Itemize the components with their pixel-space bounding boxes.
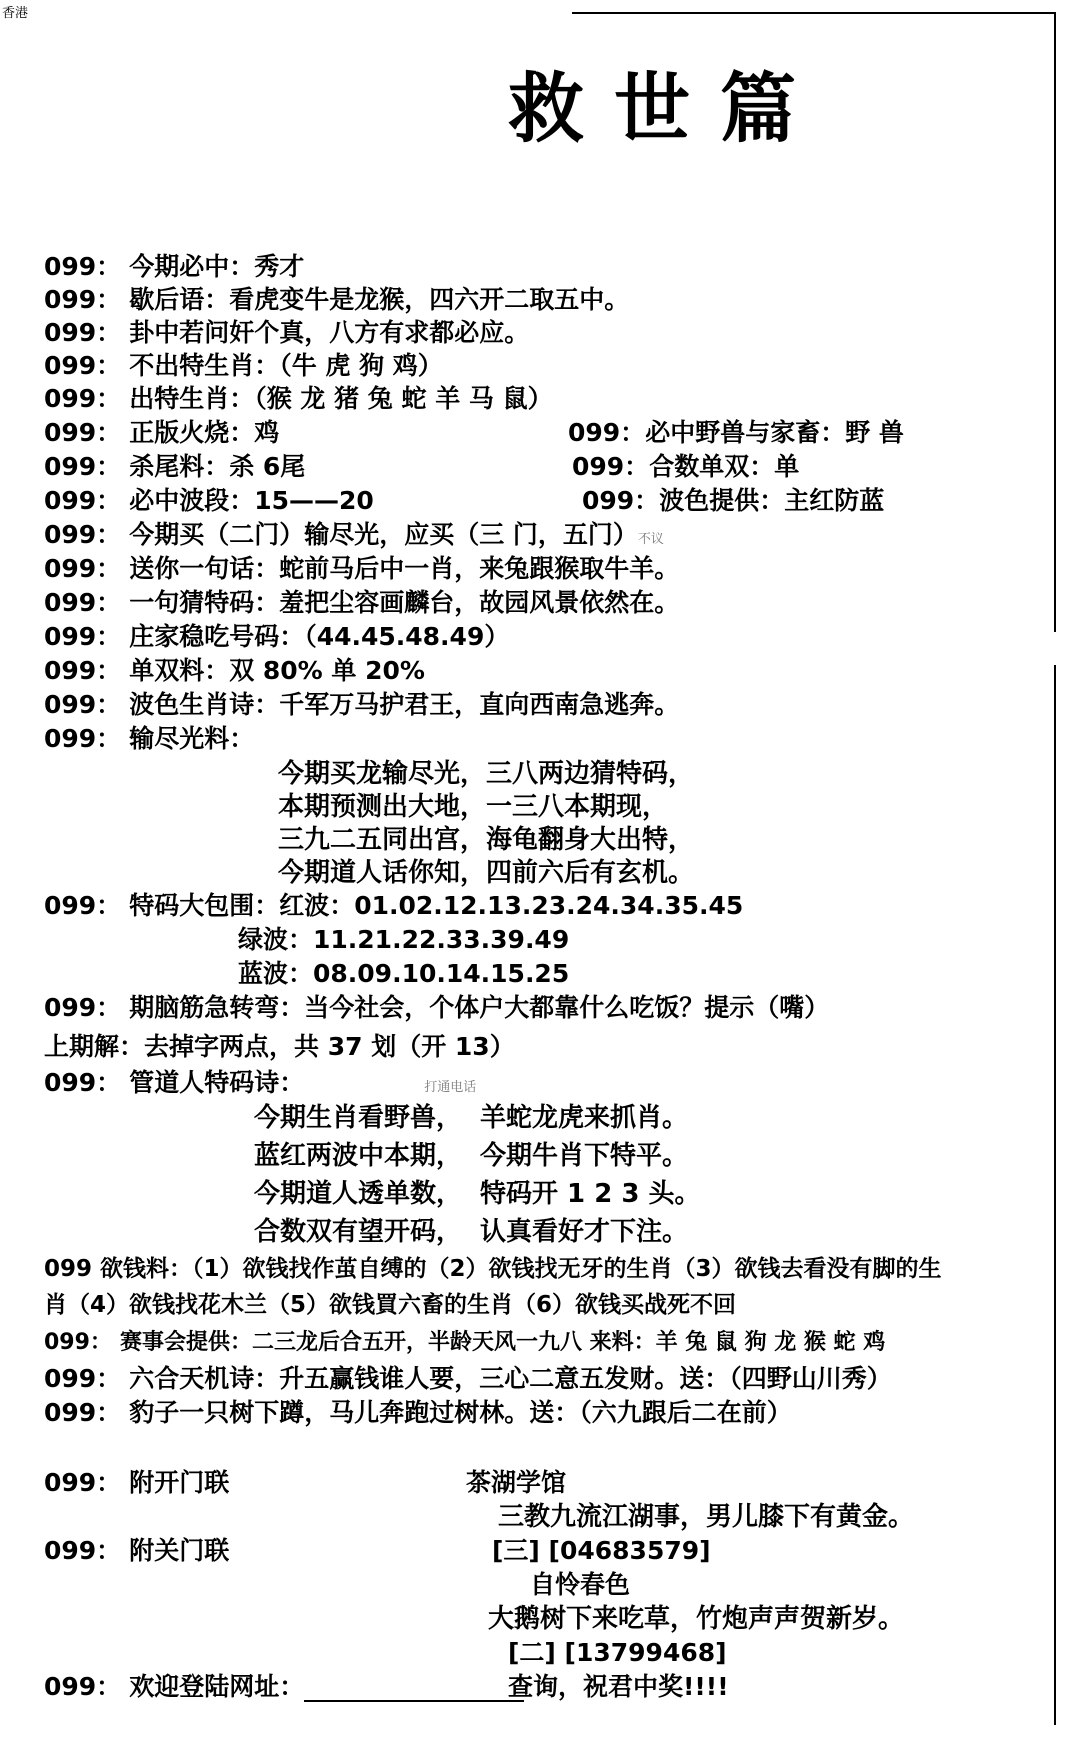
- line-text: 波色生肖诗：千军万马护君王，直向西南急逃奔。: [129, 690, 680, 719]
- line-red-wave: [44, 891, 743, 921]
- line-guess: [44, 588, 679, 618]
- line-key: 099：: [44, 588, 122, 617]
- line-key: 099: [44, 1256, 93, 1282]
- poem2-right: 今期牛肖下特平。: [480, 1141, 689, 1171]
- line-key: 099：: [44, 1468, 122, 1497]
- line-fire: [44, 418, 279, 448]
- right-rule-bottom: [1054, 665, 1056, 1725]
- line-key: 099：: [44, 656, 122, 685]
- line-wave-poem: [44, 690, 679, 720]
- line-band: [44, 486, 374, 516]
- line-text: 肖（4）欲钱找花木兰（5）欲钱買六畜的生肖（6）欲钱买战死不回: [44, 1292, 737, 1318]
- website-blank: [304, 1676, 524, 1702]
- poem1-line: 今期买龙输尽光，三八两边猜特码，: [278, 759, 695, 789]
- line-text: 送你一句话：蛇前马后中一肖，来兔跟猴取牛羊。: [129, 554, 680, 583]
- line-key: 099：: [44, 891, 122, 920]
- line-close-couplet: [44, 1536, 229, 1566]
- line-key: 099：: [44, 1330, 112, 1355]
- line-riddle: [44, 285, 629, 315]
- line-text: 歇后语：看虎变牛是龙猴，四六开二取五中。: [129, 285, 630, 314]
- couplet-1: 三教九流江湖事，男儿膝下有黄金。: [498, 1502, 915, 1532]
- line-key: 099：: [44, 1672, 122, 1701]
- poem2-left: 今期道人透单数，: [254, 1179, 463, 1209]
- line-key: 099：: [44, 1364, 122, 1393]
- poem1-line: 本期预测出大地，一三八本期现，: [278, 792, 669, 822]
- line-hexagram: [44, 318, 529, 348]
- line-text: 卦中若问奸个真，八方有求都必应。: [129, 318, 530, 347]
- line-text: 期脑筋急转弯：当今社会，个体户大都靠什么吃饭？提示（嘴）: [129, 993, 830, 1022]
- line-desire-money: [44, 1254, 942, 1284]
- poem2-right: 认真看好才下注。: [480, 1217, 689, 1247]
- line-text: 赛事会提供：二三龙后合五开，半龄天风一九八 来料：羊 兔 鼠 狗 龙 猴 蛇 鸡: [119, 1330, 886, 1355]
- poem2-right: 特码开 1 2 3 头。: [480, 1179, 701, 1209]
- line-heaven-poem: [44, 1364, 892, 1394]
- couplet-2: 大鹅树下来吃草，竹炮声声贺新岁。: [488, 1604, 905, 1634]
- line-text: 上期解：去掉字两点，共 37 划（开 13）: [44, 1032, 515, 1061]
- line-wild-domestic: [568, 418, 904, 448]
- line-text: 一句猜特码：羞把尘容画麟台，故园风景依然在。: [129, 588, 680, 617]
- line-sentence: [44, 554, 679, 584]
- line-text: 附开门联: [129, 1468, 230, 1497]
- line-dealer: [44, 622, 509, 652]
- poem1-line: 今期道人话你知，四前六后有玄机。: [278, 858, 695, 888]
- line-key: 099：: [44, 724, 122, 753]
- line-desire-money-2: [44, 1290, 736, 1320]
- line-text: 豹子一只树下蹲，马儿奔跑过树林。送：（六九跟后二在前）: [129, 1398, 792, 1427]
- page-title: 救世篇: [508, 64, 826, 153]
- top-rule: [572, 12, 1054, 14]
- line-zodiac: [44, 384, 553, 414]
- line-text: 欲钱料：（1）欲钱找作茧自缚的（2）欲钱找无牙的生肖（3）欲钱去看没有脚的生: [100, 1256, 942, 1282]
- line-text: 打通电话: [424, 1080, 477, 1095]
- corner-label: 香港: [2, 6, 29, 21]
- line-wave-color: [582, 486, 884, 516]
- line-key: 099：: [44, 622, 122, 651]
- line-website: [44, 1672, 524, 1702]
- green-wave: 绿波：11.21.22.33.39.49: [238, 925, 570, 954]
- line-key: 099：: [44, 554, 122, 583]
- line-text: 六合天机诗：升五赢钱谁人要，三心二意五发财。送：（四野山川秀）: [129, 1364, 892, 1393]
- line-text: 管道人特码诗：: [129, 1068, 305, 1097]
- line-text: 必中波段：15——20: [129, 486, 374, 515]
- poem2-right: 羊蛇龙虎来抓肖。: [480, 1103, 689, 1133]
- line-key: 099：: [44, 384, 122, 413]
- line-leopard: [44, 1398, 792, 1428]
- line-key: 099：: [44, 285, 122, 314]
- line-text: 099：: [582, 486, 660, 515]
- poem2-left: 蓝红两波中本期，: [254, 1141, 463, 1171]
- line-last-answer: [44, 1032, 515, 1062]
- line-key: 099：: [44, 1536, 122, 1565]
- line-text: 波色提供：主红防蓝: [659, 486, 885, 515]
- line-no-zodiac: [44, 351, 443, 381]
- couplet-header: 茶湖学馆: [466, 1468, 567, 1497]
- line-must-win: [44, 252, 304, 282]
- poem2-left: 合数双有望开码，: [254, 1217, 463, 1247]
- line-text: 不议: [637, 532, 664, 547]
- line-text: 今期买（二门）输尽光，应买（三 门，五门）: [129, 520, 638, 549]
- line-key: 099：: [44, 351, 122, 380]
- line-key: 099：: [44, 1068, 122, 1097]
- line-odd-even: [572, 452, 799, 482]
- line-kill-tail: [44, 452, 305, 482]
- line-text: 输尽光料：: [129, 724, 255, 753]
- line-key: 099：: [44, 318, 122, 347]
- line-text: 099：: [572, 452, 650, 481]
- line-key: 099：: [44, 993, 122, 1022]
- line-key: 099：: [44, 452, 122, 481]
- couplet-2-header: 自怜春色: [530, 1570, 631, 1599]
- line-brain-teaser: [44, 993, 829, 1023]
- line-text: 附关门联: [129, 1536, 230, 1565]
- couplet-1-code: [三] [04683579]: [492, 1536, 711, 1565]
- line-text: 不出特生肖：（牛 虎 狗 鸡）: [129, 351, 443, 380]
- line-key: 099：: [44, 690, 122, 719]
- line-text: 正版火烧：鸡: [129, 418, 280, 447]
- line-text: 单双料：双 80% 单 20%: [129, 656, 425, 685]
- line-key: 099：: [44, 252, 122, 281]
- line-key: 099：: [44, 520, 122, 549]
- line-text: 今期必中：秀才: [129, 252, 305, 281]
- line-text: 庄家稳吃号码：（44.45.48.49）: [129, 622, 510, 651]
- line-text: 特码大包围：红波：01.02.12.13.23.24.34.35.45: [129, 891, 744, 920]
- blue-wave: 蓝波：08.09.10.14.15.25: [238, 959, 570, 988]
- line-text: 欢迎登陆网址：: [129, 1672, 305, 1701]
- line-text: 合数单双：单: [649, 452, 800, 481]
- line-daoist-poem: [44, 1068, 476, 1103]
- line-text: 必中野兽与家畜：野 兽: [645, 418, 904, 447]
- line-text: 杀尾料：杀 6尾: [129, 452, 306, 481]
- line-key: 099：: [44, 418, 122, 447]
- line-event: [44, 1328, 885, 1358]
- line-key: 099：: [44, 1398, 122, 1427]
- right-rule-top: [1054, 12, 1056, 632]
- poem2-left: 今期生肖看野兽，: [254, 1103, 463, 1133]
- line-open-couplet: [44, 1468, 229, 1498]
- line-door: [44, 520, 664, 555]
- line-key: 099：: [44, 486, 122, 515]
- couplet-tail: 查询，祝君中奖!!!!: [508, 1672, 729, 1701]
- line-single-double: [44, 656, 425, 686]
- poem1-line: 三九二五同出宫，海龟翻身大出特，: [278, 825, 695, 855]
- line-text: 099：: [568, 418, 646, 447]
- line-text: 出特生肖：（猴 龙 猪 兔 蛇 羊 马 鼠）: [129, 384, 553, 413]
- couplet-2-code: [二] [13799468]: [508, 1638, 727, 1667]
- line-lose-all: [44, 724, 254, 754]
